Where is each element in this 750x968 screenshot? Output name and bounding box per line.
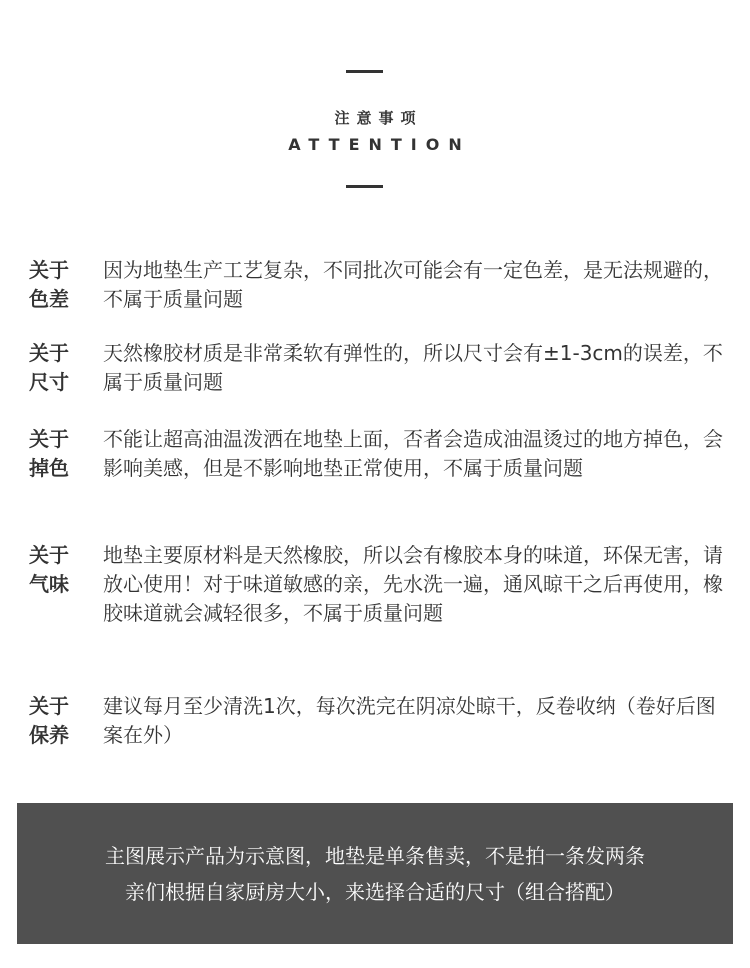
note-label-line2: 尺寸 [29, 370, 69, 394]
note-text: 因为地垫生产工艺复杂，不同批次可能会有一定色差，是无法规避的，不属于质量问题 [103, 258, 723, 311]
note-label-line2: 色差 [29, 287, 69, 311]
note-label-line1: 关于 [29, 341, 69, 365]
note-label-line1: 关于 [29, 543, 69, 567]
note-text: 地垫主要原材料是天然橡胶，所以会有橡胶本身的味道，环保无害，请放心使用！对于味道敏感的亲，先水洗一遍，通风晾干之后再使用，橡胶味道就会减轻很多，不属于质量问题 [103, 543, 723, 625]
notice-line-1: 主图展示产品为示意图，地垫是单条售卖，不是拍一条发两条 [105, 844, 645, 868]
top-divider [346, 70, 383, 73]
note-label [29, 425, 85, 483]
note-label-line2: 气味 [29, 572, 69, 596]
note-label-line2: 保养 [29, 723, 69, 747]
note-label-line1: 关于 [29, 258, 69, 282]
notice-banner [17, 803, 733, 944]
notice-line-2: 亲们根据自家厨房大小，来选择合适的尺寸（组合搭配） [125, 880, 625, 904]
note-text: 建议每月至少清洗1次，每次洗完在阴凉处晾干，反卷收纳（卷好后图案在外） [103, 694, 716, 747]
section-title: 注意事项 [334, 109, 423, 127]
note-label [29, 256, 85, 314]
note-label [29, 339, 85, 397]
note-label-line2: 掉色 [29, 456, 69, 480]
note-label-line1: 关于 [29, 427, 69, 451]
note-label [29, 541, 85, 599]
note-text: 天然橡胶材质是非常柔软有弹性的，所以尺寸会有±1-3cm的误差，不属于质量问题 [103, 341, 723, 394]
note-label [29, 692, 85, 750]
note-label-line1: 关于 [29, 694, 69, 718]
bottom-divider [346, 185, 383, 188]
note-text: 不能让超高油温泼洒在地垫上面，否者会造成油温烫过的地方掉色，会影响美感，但是不影响地垫正常使用，不属于质量问题 [103, 427, 723, 480]
section-subtitle: ATTENTION [288, 135, 471, 154]
